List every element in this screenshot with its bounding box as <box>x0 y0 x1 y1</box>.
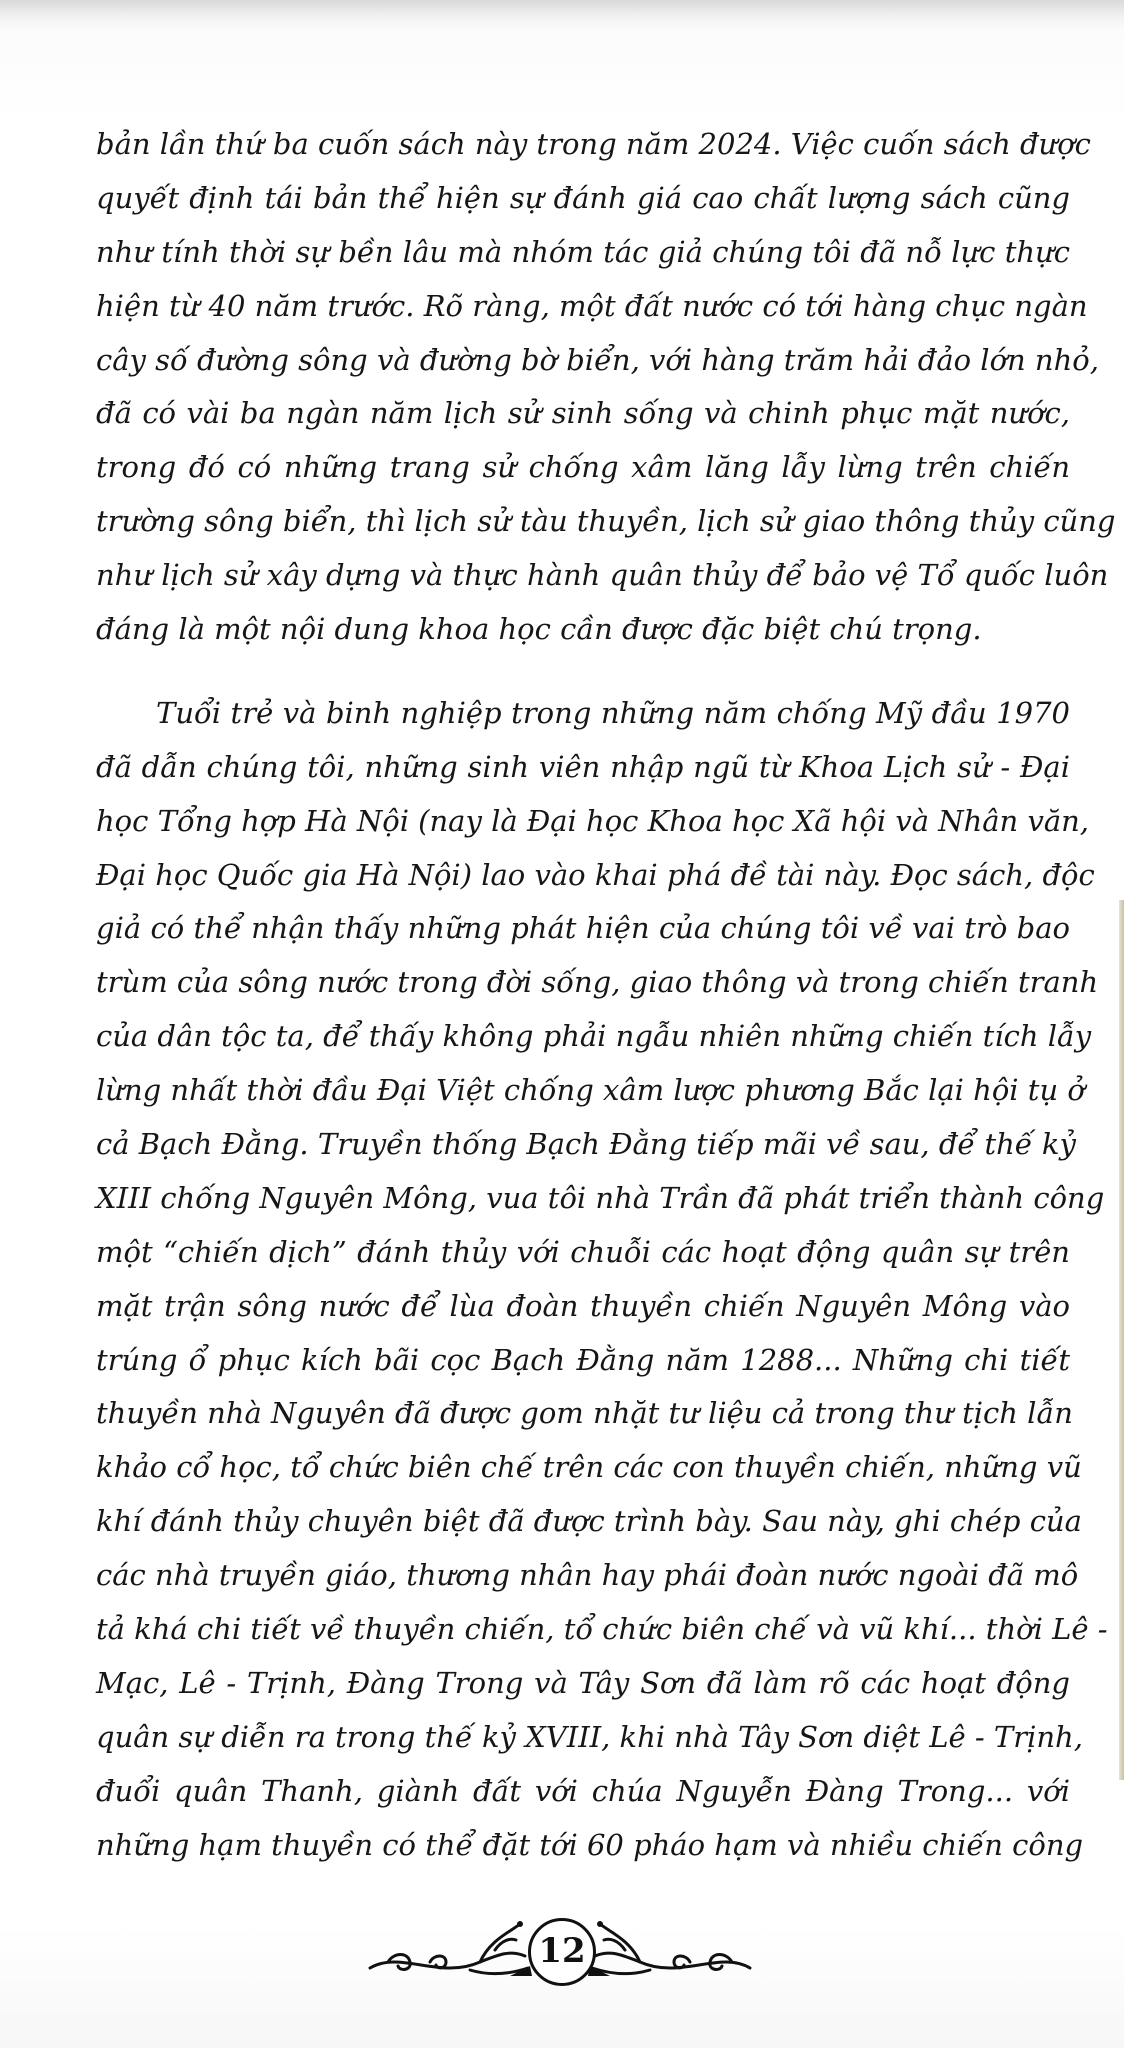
text-line: trúng ổ phục kích bãi cọc Bạch Đằng năm 1288... Những chi tiết <box>96 1342 1070 1377</box>
text-line: cây số đường sông và đường bờ biển, với hàng trăm hải đảo lớn nhỏ, <box>96 342 1099 377</box>
text-line: khí đánh thủy chuyên biệt đã được trình bày. Sau này, ghi chép của <box>96 1504 1082 1539</box>
text-line: những hạm thuyền có thể đặt tới 60 pháo hạm và nhiều chiến công <box>96 1827 1084 1862</box>
text-line: mặt trận sông nước để lùa đoàn thuyền chiến Nguyên Mông vào <box>96 1288 1070 1323</box>
text-line: cả Bạch Đằng. Truyền thống Bạch Đằng tiếp mãi về sau, để thế kỷ <box>96 1127 1076 1162</box>
page-number: 12 <box>528 1918 596 1986</box>
text-line: đã dẫn chúng tôi, những sinh viên nhập ngũ từ Khoa Lịch sử - Đại <box>96 749 1070 784</box>
text-line: trùm của sông nước trong đời sống, giao thông và trong chiến tranh <box>96 965 1099 1000</box>
text-line: trong đó có những trang sử chống xâm lăng lẫy lừng trên chiến <box>96 450 1070 485</box>
text-line: khảo cổ học, tổ chức biên chế trên các con thuyền chiến, những vũ <box>96 1450 1082 1485</box>
text-line: như lịch sử xây dựng và thực hành quân thủy để bảo vệ Tổ quốc luôn <box>96 558 1109 593</box>
body-text <box>96 118 1116 1873</box>
text-line: trường sông biển, thì lịch sử tàu thuyền, lịch sử giao thông thủy cũng <box>96 504 1116 539</box>
text-line: học Tổng hợp Hà Nội (nay là Đại học Khoa học Xã hội và Nhân văn, <box>96 803 1090 838</box>
text-line: đáng là một nội dung khoa học cần được đặc biệt chú trọng. <box>96 612 982 647</box>
paragraph-gap <box>96 657 1070 687</box>
text-line: một “chiến dịch” đánh thủy với chuỗi các hoạt động quân sự trên <box>96 1234 1070 1269</box>
text-line: đã có vài ba ngàn năm lịch sử sinh sống và chinh phục mặt nước, <box>96 396 1070 431</box>
text-line: đuổi quân Thanh, giành đất với chúa Nguyễn Đàng Trong... với <box>96 1773 1070 1808</box>
text-line: bản lần thứ ba cuốn sách này trong năm 2024. Việc cuốn sách được <box>96 127 1091 161</box>
text-line: các nhà truyền giáo, thương nhân hay phái đoàn nước ngoài đã mô <box>96 1558 1079 1593</box>
text-line: tả khá chi tiết về thuyền chiến, tổ chức biên chế và vũ khí... thời Lê - <box>96 1612 1108 1647</box>
text-line: Mạc, Lê - Trịnh, Đàng Trong và Tây Sơn đã làm rõ các hoạt động <box>96 1665 1070 1700</box>
text-line: thuyền nhà Nguyên đã được gom nhặt tư liệu cả trong thư tịch lẫn <box>96 1396 1073 1431</box>
text-line: như tính thời sự bền lâu mà nhóm tác giả chúng tôi đã nỗ lực thực <box>96 234 1070 269</box>
page-top-shadow <box>0 0 1124 30</box>
text-line: Tuổi trẻ và binh nghiệp trong những năm chống Mỹ đầu 1970 <box>156 695 1070 730</box>
text-line: quân sự diễn ra trong thế kỷ XVIII, khi nhà Tây Sơn diệt Lê - Trịnh, <box>96 1719 1083 1754</box>
page-edge-shadow <box>1119 900 1124 1780</box>
text-line: lừng nhất thời đầu Đại Việt chống xâm lược phương Bắc lại hội tụ ở <box>96 1073 1085 1108</box>
page-footer <box>360 1910 760 1986</box>
paragraph-2 <box>96 687 1108 1873</box>
paragraph-1 <box>96 118 1116 657</box>
text-line: giả có thể nhận thấy những phát hiện của chúng tôi về vai trò bao <box>96 911 1070 946</box>
text-line: Đại học Quốc gia Hà Nội) lao vào khai phá đề tài này. Đọc sách, độc <box>96 857 1095 892</box>
text-line: quyết định tái bản thể hiện sự đánh giá cao chất lượng sách cũng <box>96 180 1070 215</box>
text-line: XIII chống Nguyên Mông, vua tôi nhà Trần đã phát triển thành công <box>96 1180 1105 1215</box>
text-line: của dân tộc ta, để thấy không phải ngẫu nhiên những chiến tích lẫy <box>96 1019 1092 1054</box>
text-line: hiện từ 40 năm trước. Rõ ràng, một đất nước có tới hàng chục ngàn <box>96 288 1088 323</box>
